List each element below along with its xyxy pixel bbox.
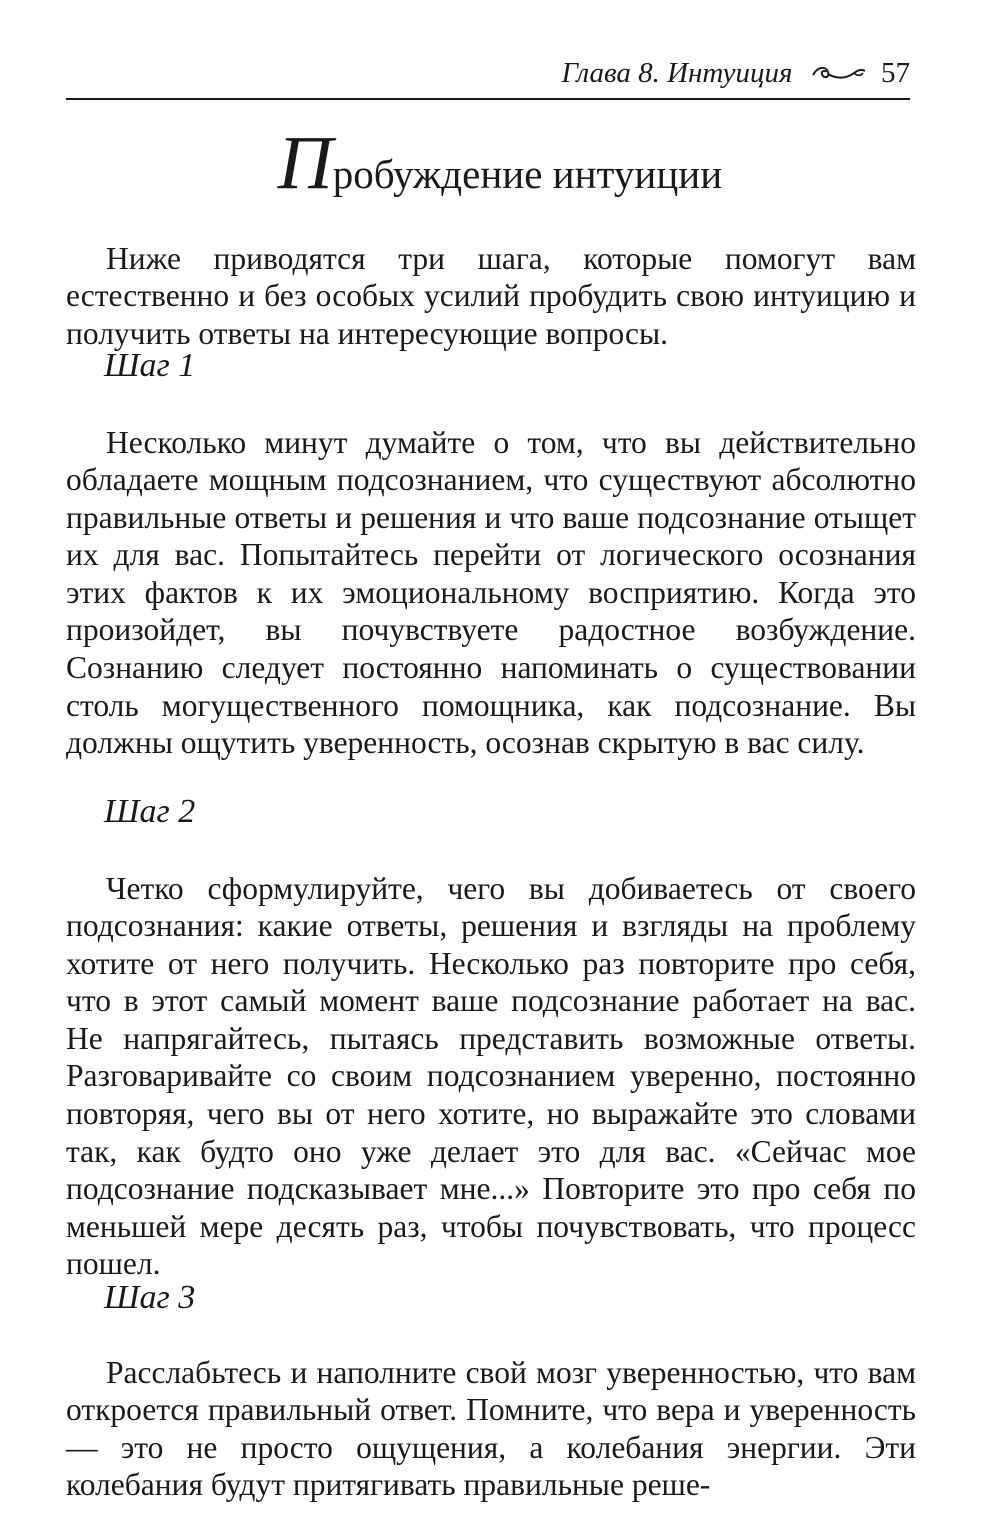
intro-paragraph: Ниже приводятся три шага, которые помогут вам естественно и без особых усилий пробудить свою интуицию и получить ответы на интересующие вопросы. [66,240,916,351]
swirl-ornament-icon [810,50,868,100]
chapter-title: Глава 8. Интуиция [561,57,793,89]
title-text: робуждение интуиции [332,151,723,197]
title-initial: П [277,121,333,205]
step-3-paragraph: Расслабьтесь и наполните свой мозг уверенностью, что вам откроется правильный ответ. Помните, что вера и уверенность — это не просто ощущения, а колебания энергии. Эти колебания будут притягивать правильные реше- [66,1354,916,1503]
step-2-heading: Шаг 2 [104,793,196,830]
step-1-heading: Шаг 1 [104,347,196,384]
step-3-heading: Шаг 3 [104,1279,196,1316]
step-2-paragraph: Четко сформулируйте, чего вы добиваетесь от своего подсознания: какие ответы, решения и взгляды на проблему хотите от него получить. Несколько раз повторите про себя, что в этот самый момент ваше подсознание работает на вас. Не напрягайтесь, пытаясь представить возможные ответы. Разговаривайте со своим подсознанием уверенно, постоянно повторяя, чего вы от него хотите, но выражайте это словами так, как будто оно уже делает это для вас. «Сейчас мое подсознание подсказывает мне...» Повторите это про себя по меньшей мере десять раз, чтобы почувствовать, что процесс пошел. [66,870,916,1282]
running-head [66,48,910,100]
page-number: 57 [881,57,910,89]
section-title [0,118,1000,219]
step-1-paragraph: Несколько минут думайте о том, что вы действительно обладаете мощным подсознанием, что существуют абсолютно правильные ответы и решения и что ваше подсознание отыщет их для вас. Попытайтесь перейти от логического осознания этих фактов к их эмоциональному восприятию. Когда это произойдет, вы почувствуете радостное возбуждение. Сознанию следует постоянно напоминать о существовании столь могущественного помощника, как подсознание. Вы должны ощутить уверенность, осознав скрытую в вас силу. [66,424,916,761]
